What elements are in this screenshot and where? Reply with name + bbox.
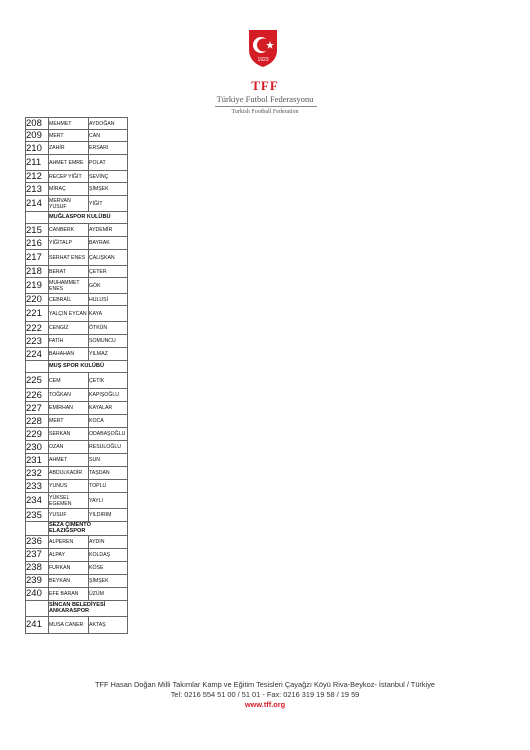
club-name: MUŞ SPOR KULÜBÜ [49, 361, 128, 373]
player-number: 232 [26, 467, 49, 480]
player-row [26, 278, 128, 294]
player-number: 209 [26, 130, 49, 142]
player-row [26, 480, 128, 493]
player-number: 237 [26, 548, 49, 561]
player-surname: CAN [89, 130, 128, 142]
player-surname: BAYRAK [89, 237, 128, 250]
player-surname: ÇETER [89, 266, 128, 278]
player-first-name: BEYKAN [49, 574, 89, 587]
player-surname: ŞİMŞEK [89, 183, 128, 196]
player-row [26, 171, 128, 183]
player-number: 212 [26, 171, 49, 183]
player-surname: YILDIRIM [89, 509, 128, 522]
player-surname: YILMAZ [89, 348, 128, 361]
player-number: 211 [26, 155, 49, 171]
player-surname: ÇETİK [89, 373, 128, 389]
player-row [26, 155, 128, 171]
player-surname: SEVİNÇ [89, 171, 128, 183]
player-surname: TAŞDAN [89, 467, 128, 480]
player-number: 239 [26, 574, 49, 587]
footer-phone: Tel: 0216 554 51 00 / 51 01 - Fax: 0216 319 19 58 / 19 59 [170, 690, 360, 699]
player-number: 221 [26, 306, 49, 322]
player-first-name: YİĞİTALP [49, 237, 89, 250]
player-first-name: MERT [49, 130, 89, 142]
club-name: SEZA ÇİMENTO ELAZIĞSPOR [49, 522, 128, 536]
player-row [26, 237, 128, 250]
player-row [26, 266, 128, 278]
player-number: 220 [26, 294, 49, 306]
player-row [26, 335, 128, 348]
player-first-name: OZAN [49, 441, 89, 454]
player-first-name: MUHAMMET ENES [49, 278, 89, 294]
player-number: 223 [26, 335, 49, 348]
footer-website[interactable]: www.tff.org [244, 700, 286, 709]
player-number: 215 [26, 224, 49, 237]
player-row [26, 142, 128, 155]
club-header-row [26, 600, 128, 616]
tff-crest-icon [246, 28, 280, 68]
player-number: 235 [26, 509, 49, 522]
player-first-name: EFE BARAN [49, 587, 89, 600]
player-row [26, 294, 128, 306]
player-row [26, 322, 128, 335]
player-row [26, 415, 128, 428]
player-surname: KAYALAR [89, 402, 128, 415]
player-first-name: SERHAT ENES [49, 250, 89, 266]
player-first-name: BERAT [49, 266, 89, 278]
player-first-name: EMİRHAN [49, 402, 89, 415]
player-number: 214 [26, 196, 49, 212]
player-row [26, 587, 128, 600]
player-first-name: SERKAN [49, 428, 89, 441]
player-row [26, 130, 128, 142]
player-row [26, 196, 128, 212]
player-number: 229 [26, 428, 49, 441]
player-first-name: ABDULKADİR [49, 467, 89, 480]
player-number: 225 [26, 373, 49, 389]
player-surname: TOPLU [89, 480, 128, 493]
player-first-name: CEM [49, 373, 89, 389]
player-number: 213 [26, 183, 49, 196]
player-number: 222 [26, 322, 49, 335]
player-surname: ŞİMŞEK [89, 574, 128, 587]
player-surname: POLAT [89, 155, 128, 171]
player-first-name: CANBERK [49, 224, 89, 237]
player-number: 233 [26, 480, 49, 493]
player-surname: YİĞİT [89, 196, 128, 212]
player-row [26, 373, 128, 389]
player-number: 238 [26, 561, 49, 574]
player-first-name: YÜKSEL EGEMEN [49, 493, 89, 509]
divider [215, 106, 317, 107]
player-row [26, 561, 128, 574]
player-row [26, 402, 128, 415]
player-first-name: YUSUF [49, 509, 89, 522]
brand-name: TFF [251, 78, 279, 93]
player-first-name: YALÇIN EYCAN [49, 306, 89, 322]
player-surname: KÖSE [89, 561, 128, 574]
club-header-spacer [26, 361, 49, 373]
player-surname: ERSARI [89, 142, 128, 155]
player-number: 234 [26, 493, 49, 509]
player-row [26, 306, 128, 322]
footer-address: TFF Hasan Doğan Milli Takımlar Kamp ve Eğitim Tesisleri Çayağzı Köyü Riva-Beykoz- İstanbul / Türkiye [94, 680, 436, 689]
player-first-name: FATİH [49, 335, 89, 348]
player-first-name: AHMET EMRE [49, 155, 89, 171]
player-first-name: CENGİZ [49, 322, 89, 335]
club-header-spacer [26, 212, 49, 224]
player-surname: AYDOĞAN [89, 118, 128, 130]
player-first-name: MERVAN YUSUF [49, 196, 89, 212]
player-row [26, 535, 128, 548]
player-surname: YAYLI [89, 493, 128, 509]
player-first-name: MİRAÇ [49, 183, 89, 196]
club-header-spacer [26, 522, 49, 536]
player-first-name: CEBRAİL [49, 294, 89, 306]
player-surname: SOMUNCU [89, 335, 128, 348]
player-number: 217 [26, 250, 49, 266]
club-header-row [26, 361, 128, 373]
player-first-name: TOĞKAN [49, 389, 89, 402]
player-first-name: AHMET [49, 454, 89, 467]
player-row [26, 183, 128, 196]
club-header-row [26, 522, 128, 536]
player-first-name: MEHMET [49, 118, 89, 130]
player-row [26, 548, 128, 561]
player-row [26, 493, 128, 509]
player-first-name: FURKAN [49, 561, 89, 574]
club-name: SİNCAN BELEDİYESİ ANKARASPOR [49, 600, 128, 616]
player-number: 224 [26, 348, 49, 361]
player-surname: ÜZÜM [89, 587, 128, 600]
player-first-name: BAHAHAN [49, 348, 89, 361]
player-surname: GÖK [89, 278, 128, 294]
player-row [26, 428, 128, 441]
player-surname: SUN [89, 454, 128, 467]
federation-name-tr: Türkiye Futbol Federasyonu [216, 94, 314, 104]
player-surname: AYDIN [89, 535, 128, 548]
player-surname: ÇALIŞKAN [89, 250, 128, 266]
player-surname: KOLDAŞ [89, 548, 128, 561]
player-row [26, 389, 128, 402]
player-first-name: MUSA CANER [49, 616, 89, 633]
player-row [26, 467, 128, 480]
player-surname: ODABAŞOĞLU [89, 428, 128, 441]
player-first-name: MERT [49, 415, 89, 428]
player-number: 208 [26, 118, 49, 130]
player-first-name: ALPAY [49, 548, 89, 561]
player-number: 227 [26, 402, 49, 415]
player-surname: KOCA [89, 415, 128, 428]
crest-year: 1923 [257, 57, 269, 63]
club-header-row [26, 212, 128, 224]
player-row [26, 574, 128, 587]
player-number: 236 [26, 535, 49, 548]
player-row [26, 224, 128, 237]
player-surname: HULUSİ [89, 294, 128, 306]
player-number: 219 [26, 278, 49, 294]
player-number: 240 [26, 587, 49, 600]
letterhead [0, 0, 530, 120]
player-number: 228 [26, 415, 49, 428]
player-row [26, 509, 128, 522]
player-row [26, 250, 128, 266]
player-number: 231 [26, 454, 49, 467]
player-first-name: RECEP YİĞİT [49, 171, 89, 183]
player-number: 226 [26, 389, 49, 402]
player-surname: RESULOĞLU [89, 441, 128, 454]
player-first-name: ZAHİR [49, 142, 89, 155]
player-roster-table [25, 117, 128, 634]
player-row [26, 616, 128, 633]
player-number: 210 [26, 142, 49, 155]
club-name: MUĞLASPOR KULÜBÜ [49, 212, 128, 224]
player-number: 218 [26, 266, 49, 278]
player-surname: KAPIŞOĞLU [89, 389, 128, 402]
player-surname: ÖTKÜN [89, 322, 128, 335]
player-row [26, 348, 128, 361]
player-surname: AYDEMİR [89, 224, 128, 237]
player-first-name: ALPEREN [49, 535, 89, 548]
player-row [26, 441, 128, 454]
player-row [26, 454, 128, 467]
player-number: 230 [26, 441, 49, 454]
player-number: 241 [26, 616, 49, 633]
player-first-name: YUNUS [49, 480, 89, 493]
player-surname: KAYA [89, 306, 128, 322]
player-row [26, 118, 128, 130]
player-number: 216 [26, 237, 49, 250]
federation-name-en: Turkish Football Federation [231, 109, 299, 115]
club-header-spacer [26, 600, 49, 616]
player-surname: AKTAŞ [89, 616, 128, 633]
